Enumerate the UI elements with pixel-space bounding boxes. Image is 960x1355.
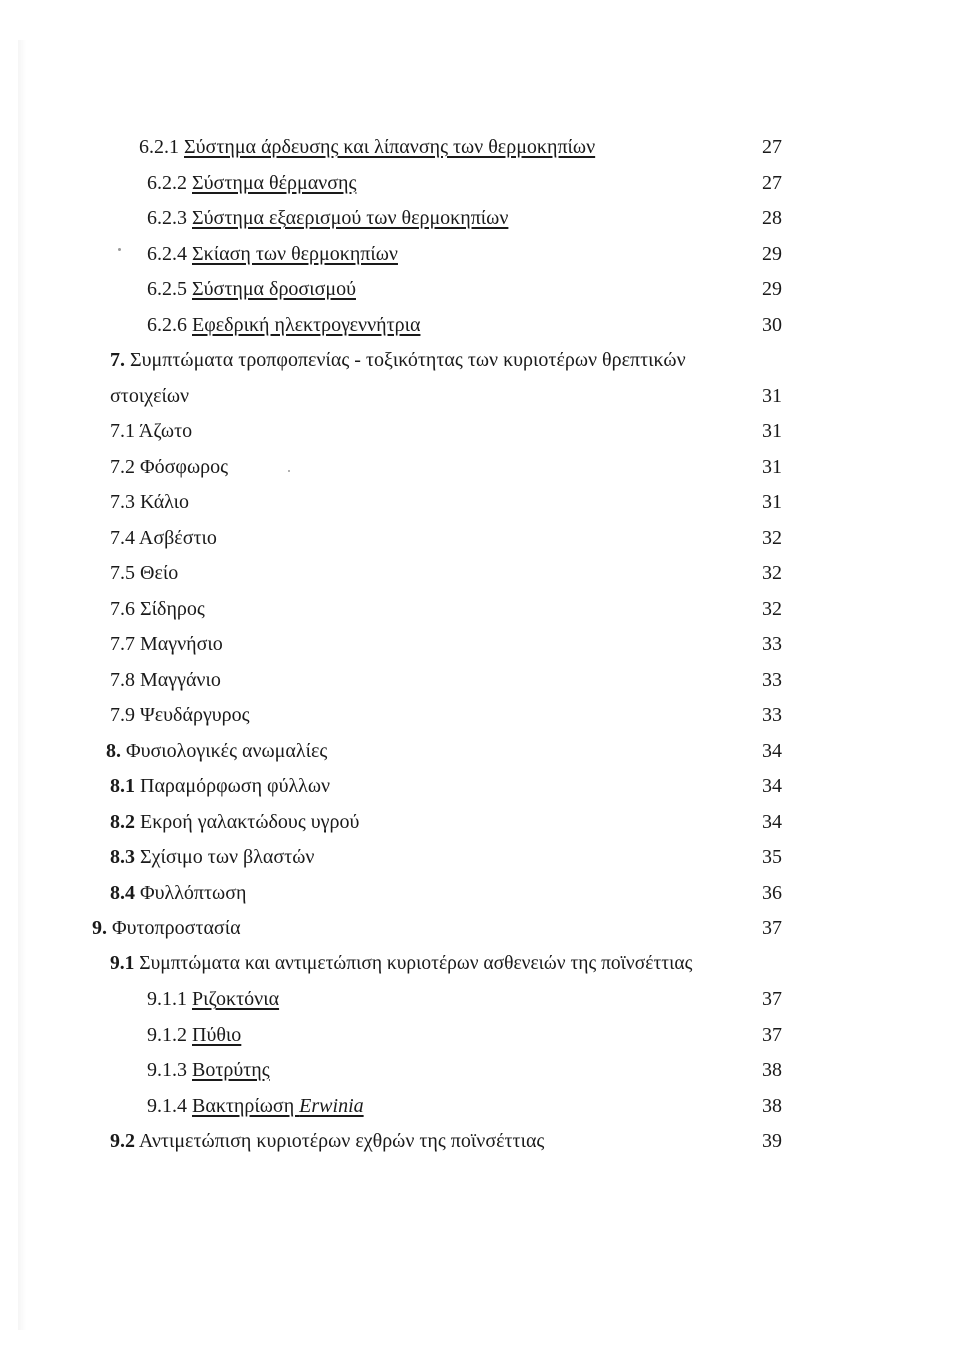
toc-entry-title-italic: Erwinia bbox=[299, 1095, 364, 1117]
toc-entry-title[interactable]: Σκίαση των θερμοκηπίων bbox=[192, 243, 398, 265]
toc-entry-title[interactable]: Σύστημα άρδευσης και λίπανσης των θερμοκηπίων bbox=[184, 136, 596, 158]
toc-entry-title[interactable]: Σύστημα δροσισμού bbox=[192, 278, 356, 300]
toc-entry-number: 7.8 bbox=[110, 669, 135, 691]
toc-entry-page: 33 bbox=[762, 633, 782, 655]
toc-entry[interactable] bbox=[110, 452, 228, 482]
toc-entry-page: 39 bbox=[762, 1130, 782, 1152]
toc-entry-title[interactable]: Μαγγάνιο bbox=[140, 669, 221, 691]
toc-entry-number: 8. bbox=[106, 740, 121, 762]
toc-entry-page: 32 bbox=[762, 598, 782, 620]
toc-entry-number: 7. bbox=[110, 349, 125, 371]
toc-entry-number: 6.2.2 bbox=[147, 172, 187, 194]
toc-entry-page: 37 bbox=[762, 988, 782, 1010]
toc-entry-page: 31 bbox=[762, 456, 782, 478]
scan-edge-shadow bbox=[18, 40, 26, 1330]
scan-speck bbox=[288, 470, 290, 472]
toc-entry-number: 8.3 bbox=[110, 846, 135, 868]
toc-entry-title[interactable]: Εκροή γαλακτώδους υγρού bbox=[140, 811, 360, 833]
toc-entry[interactable] bbox=[147, 1020, 241, 1050]
toc-entry[interactable] bbox=[92, 913, 241, 943]
toc-entry[interactable] bbox=[147, 274, 356, 304]
toc-entry[interactable] bbox=[110, 949, 692, 979]
toc-entry-page: 28 bbox=[762, 207, 782, 229]
toc-entry-number: 8.4 bbox=[110, 882, 135, 904]
toc-entry-number: 6.2.3 bbox=[147, 207, 187, 229]
toc-entry-title[interactable]: Μαγνήσιο bbox=[140, 633, 223, 655]
toc-entry-page: 36 bbox=[762, 882, 782, 904]
toc-entry-number: 7.3 bbox=[110, 491, 135, 513]
toc-entry[interactable] bbox=[110, 416, 192, 446]
toc-entry-number: 7.7 bbox=[110, 633, 135, 655]
toc-entry[interactable] bbox=[110, 1126, 544, 1156]
toc-entry-page: 34 bbox=[762, 775, 782, 797]
toc-entry-title[interactable]: Παραμόρφωση φύλλων bbox=[140, 775, 331, 797]
toc-entry-number: 7.9 bbox=[110, 704, 135, 726]
toc-entry[interactable] bbox=[110, 878, 246, 908]
toc-entry-number: 9.1 bbox=[110, 953, 135, 974]
toc-entry-title[interactable]: Αντιμετώπιση κυριοτέρων εχθρών της ποϊνσέττιας bbox=[138, 1130, 545, 1152]
toc-entry-page: 29 bbox=[762, 243, 782, 265]
toc-entry[interactable] bbox=[147, 1055, 270, 1085]
toc-entry[interactable] bbox=[110, 629, 223, 659]
scan-speck bbox=[118, 248, 121, 251]
toc-entry[interactable] bbox=[147, 168, 356, 198]
toc-entry-page: 27 bbox=[762, 136, 782, 158]
toc-entry-page: 30 bbox=[762, 314, 782, 336]
toc-entry-number: 8.2 bbox=[110, 811, 135, 833]
toc-entry[interactable] bbox=[147, 203, 508, 233]
toc-entry-page: 31 bbox=[762, 420, 782, 442]
toc-entry-page: 27 bbox=[762, 172, 782, 194]
toc-entry-number: 9. bbox=[92, 917, 107, 939]
toc-entry-title[interactable]: Σίδηρος bbox=[140, 598, 205, 620]
toc-entry[interactable] bbox=[110, 487, 189, 517]
toc-entry-title[interactable]: Συμπτώματα τροπφοπενίας - τοξικότητας των κυριοτέρων θρεπτικών bbox=[130, 349, 686, 371]
toc-entry-number: 9.1.3 bbox=[147, 1059, 187, 1081]
toc-entry-number: 9.1.2 bbox=[147, 1024, 187, 1046]
toc-entry[interactable] bbox=[110, 594, 205, 624]
toc-entry-title[interactable]: Φυλλόπτωση bbox=[140, 882, 247, 904]
toc-entry-title-text: Βακτηρίωση bbox=[192, 1095, 300, 1117]
toc-entry-title[interactable]: Εφεδρική ηλεκτρογεννήτρια bbox=[192, 314, 421, 336]
toc-entry-page: 33 bbox=[762, 669, 782, 691]
toc-entry-title[interactable]: Φυσιολογικές ανωμαλίες bbox=[126, 740, 328, 762]
toc-entry-page: 35 bbox=[762, 846, 782, 868]
toc-entry[interactable] bbox=[147, 310, 420, 340]
toc-entry-title[interactable]: Θείο bbox=[140, 562, 179, 584]
toc-entry[interactable] bbox=[110, 842, 314, 872]
toc-entry[interactable] bbox=[110, 665, 221, 695]
toc-entry[interactable] bbox=[110, 807, 359, 837]
toc-entry[interactable] bbox=[147, 1091, 364, 1121]
toc-entry[interactable] bbox=[110, 523, 217, 553]
toc-entry[interactable] bbox=[139, 132, 595, 162]
toc-entry-page: 34 bbox=[762, 740, 782, 762]
toc-entry-title[interactable]: Κάλιο bbox=[140, 491, 190, 513]
toc-entry-page: 32 bbox=[762, 527, 782, 549]
toc-entry-page: 38 bbox=[762, 1095, 782, 1117]
toc-entry-page: 31 bbox=[762, 491, 782, 513]
toc-entry-title[interactable]: στοιχείων bbox=[110, 385, 190, 407]
toc-entry-number: 7.6 bbox=[110, 598, 135, 620]
toc-entry-title[interactable]: Συμπτώματα και αντιμετώπιση κυριοτέρων ασθενειών της ποϊνσέττιας bbox=[139, 953, 693, 974]
toc-entry-number: 9.1.1 bbox=[147, 988, 187, 1010]
toc-entry[interactable] bbox=[147, 239, 398, 269]
toc-entry-page: 33 bbox=[762, 704, 782, 726]
toc-entry-number: 7.1 bbox=[110, 420, 135, 442]
toc-entry-title[interactable]: Φόσφωρος bbox=[140, 456, 229, 478]
toc-entry-title[interactable]: Ψευδάργυρος bbox=[140, 704, 250, 726]
toc-entry-title[interactable]: Φυτοπροστασία bbox=[112, 917, 241, 939]
toc-entry-number: 7.2 bbox=[110, 456, 135, 478]
toc-entry-number: 9.1.4 bbox=[147, 1095, 187, 1117]
toc-entry-number: 7.5 bbox=[110, 562, 135, 584]
toc-entry-title[interactable]: Σχίσιμο των βλαστών bbox=[140, 846, 315, 868]
toc-entry-page: 37 bbox=[762, 1024, 782, 1046]
toc-entry-number: 6.2.6 bbox=[147, 314, 187, 336]
toc-entry-number: 9.2 bbox=[110, 1130, 135, 1152]
toc-entry[interactable] bbox=[110, 558, 178, 588]
toc-entry[interactable] bbox=[106, 736, 327, 766]
toc-entry-page: 34 bbox=[762, 811, 782, 833]
toc-entry-page: 38 bbox=[762, 1059, 782, 1081]
toc-entry-number: 7.4 bbox=[110, 527, 135, 549]
toc-entry-page: 29 bbox=[762, 278, 782, 300]
toc-entry-page: 31 bbox=[762, 385, 782, 407]
toc-entry-number: 8.1 bbox=[110, 775, 135, 797]
toc-entry-title[interactable]: Άζωτο bbox=[138, 420, 193, 442]
toc-entry-title[interactable]: Βοτρύτης bbox=[192, 1059, 270, 1081]
toc-entry-title[interactable]: Ασβέστιο bbox=[138, 527, 217, 549]
toc-entry-number: 6.2.5 bbox=[147, 278, 187, 300]
toc-entry-continuation[interactable] bbox=[110, 381, 189, 411]
toc-entry-page: 32 bbox=[762, 562, 782, 584]
toc-entry-title[interactable]: Πύθιο bbox=[192, 1024, 242, 1046]
toc-entry-page: 37 bbox=[762, 917, 782, 939]
toc-entry[interactable] bbox=[110, 771, 330, 801]
toc-entry[interactable] bbox=[147, 984, 279, 1014]
toc-entry-title[interactable]: Σύστημα εξαερισμού των θερμοκηπίων bbox=[192, 207, 509, 229]
toc-entry-number: 6.2.4 bbox=[147, 243, 187, 265]
toc-entry-title[interactable] bbox=[192, 1095, 364, 1117]
toc-entry-number: 6.2.1 bbox=[139, 136, 179, 158]
toc-entry[interactable] bbox=[110, 700, 250, 730]
toc-entry-title[interactable]: Σύστημα θέρμανσης bbox=[192, 172, 357, 194]
toc-entry-title[interactable]: Ριζοκτόνια bbox=[192, 988, 280, 1010]
toc-entry[interactable] bbox=[110, 345, 686, 375]
